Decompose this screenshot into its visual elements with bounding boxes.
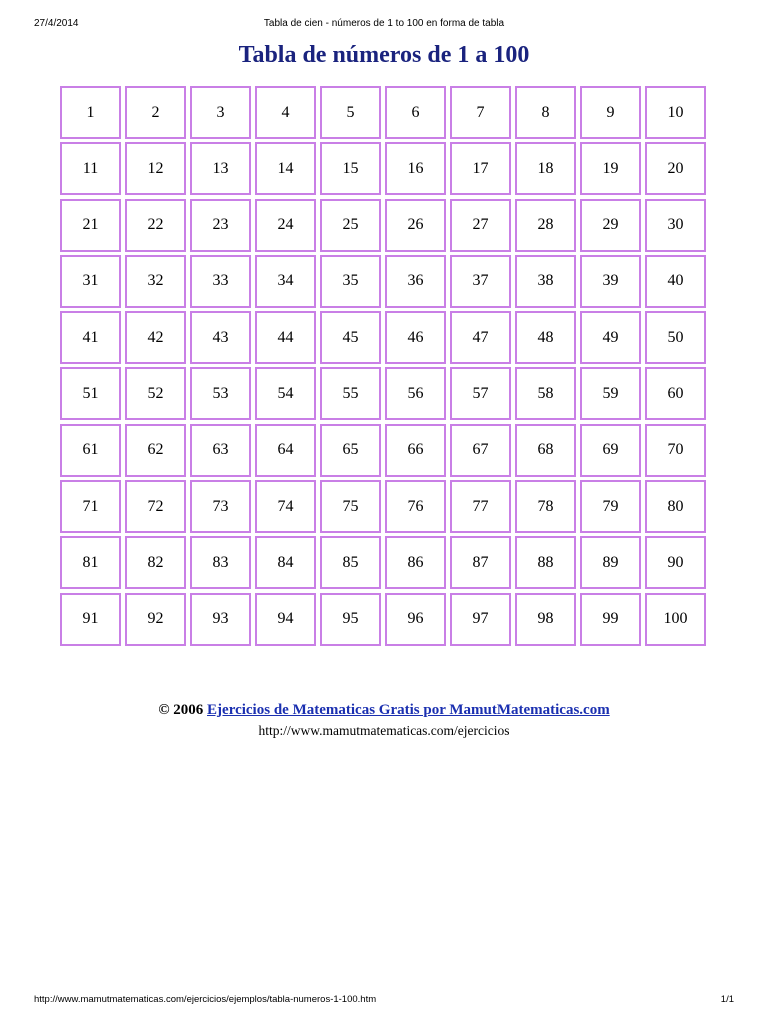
- number-cell: 78: [515, 480, 576, 533]
- number-cell: 83: [190, 536, 251, 589]
- number-cell: 2: [125, 86, 186, 139]
- number-cell: 77: [450, 480, 511, 533]
- number-cell: 57: [450, 367, 511, 420]
- number-cell: 94: [255, 593, 316, 646]
- number-cell: 97: [450, 593, 511, 646]
- number-cell: 90: [645, 536, 706, 589]
- number-cell: 42: [125, 311, 186, 364]
- number-cell: 7: [450, 86, 511, 139]
- number-cell: 26: [385, 199, 446, 252]
- number-cell: 84: [255, 536, 316, 589]
- number-cell: 3: [190, 86, 251, 139]
- number-cell: 54: [255, 367, 316, 420]
- number-cell: 13: [190, 142, 251, 195]
- number-cell: 69: [580, 424, 641, 477]
- number-cell: 91: [60, 593, 121, 646]
- number-cell: 25: [320, 199, 381, 252]
- number-cell: 30: [645, 199, 706, 252]
- number-cell: 41: [60, 311, 121, 364]
- number-cell: 18: [515, 142, 576, 195]
- number-cell: 88: [515, 536, 576, 589]
- number-cell: 22: [125, 199, 186, 252]
- number-cell: 39: [580, 255, 641, 308]
- number-cell: 74: [255, 480, 316, 533]
- number-cell: 89: [580, 536, 641, 589]
- number-cell: 17: [450, 142, 511, 195]
- number-cell: 49: [580, 311, 641, 364]
- number-cell: 40: [645, 255, 706, 308]
- number-cell: 60: [645, 367, 706, 420]
- number-cell: 68: [515, 424, 576, 477]
- number-cell: 6: [385, 86, 446, 139]
- number-cell: 45: [320, 311, 381, 364]
- number-cell: 15: [320, 142, 381, 195]
- print-footer-url: http://www.mamutmatematicas.com/ejercicios/ejemplos/tabla-numeros-1-100.htm: [34, 994, 377, 1005]
- print-date: 27/4/2014: [34, 18, 79, 29]
- number-cell: 87: [450, 536, 511, 589]
- page-number: 1/1: [720, 994, 734, 1005]
- number-cell: 50: [645, 311, 706, 364]
- number-cell: 59: [580, 367, 641, 420]
- number-cell: 86: [385, 536, 446, 589]
- print-header-title: Tabla de cien - números de 1 to 100 en forma de tabla: [263, 18, 505, 29]
- number-cell: 31: [60, 255, 121, 308]
- number-cell: 63: [190, 424, 251, 477]
- number-grid: [60, 86, 706, 646]
- number-cell: 80: [645, 480, 706, 533]
- number-cell: 9: [580, 86, 641, 139]
- number-cell: 52: [125, 367, 186, 420]
- number-cell: 72: [125, 480, 186, 533]
- number-cell: 37: [450, 255, 511, 308]
- copyright-line: [0, 702, 768, 719]
- number-cell: 1: [60, 86, 121, 139]
- number-cell: 61: [60, 424, 121, 477]
- site-url: http://www.mamutmatematicas.com/ejercicios: [258, 723, 510, 738]
- number-cell: 65: [320, 424, 381, 477]
- number-cell: 56: [385, 367, 446, 420]
- number-cell: 75: [320, 480, 381, 533]
- number-cell: 48: [515, 311, 576, 364]
- number-cell: 82: [125, 536, 186, 589]
- mamut-link[interactable]: Ejercicios de Matematicas Gratis por MamutMatematicas.com: [207, 702, 610, 718]
- number-cell: 95: [320, 593, 381, 646]
- number-cell: 92: [125, 593, 186, 646]
- number-cell: 29: [580, 199, 641, 252]
- number-cell: 21: [60, 199, 121, 252]
- number-cell: 43: [190, 311, 251, 364]
- number-cell: 100: [645, 593, 706, 646]
- number-cell: 81: [60, 536, 121, 589]
- number-cell: 70: [645, 424, 706, 477]
- number-cell: 8: [515, 86, 576, 139]
- number-cell: 34: [255, 255, 316, 308]
- number-cell: 64: [255, 424, 316, 477]
- number-cell: 24: [255, 199, 316, 252]
- number-cell: 51: [60, 367, 121, 420]
- number-cell: 67: [450, 424, 511, 477]
- number-cell: 79: [580, 480, 641, 533]
- number-cell: 27: [450, 199, 511, 252]
- number-cell: 14: [255, 142, 316, 195]
- number-cell: 99: [580, 593, 641, 646]
- number-cell: 55: [320, 367, 381, 420]
- copyright-prefix: © 2006: [158, 702, 204, 718]
- number-cell: 5: [320, 86, 381, 139]
- number-cell: 71: [60, 480, 121, 533]
- number-cell: 16: [385, 142, 446, 195]
- number-cell: 33: [190, 255, 251, 308]
- number-cell: 44: [255, 311, 316, 364]
- number-cell: 98: [515, 593, 576, 646]
- number-cell: 32: [125, 255, 186, 308]
- number-cell: 35: [320, 255, 381, 308]
- number-cell: 11: [60, 142, 121, 195]
- number-cell: 38: [515, 255, 576, 308]
- number-cell: 28: [515, 199, 576, 252]
- number-cell: 46: [385, 311, 446, 364]
- number-cell: 10: [645, 86, 706, 139]
- number-cell: 19: [580, 142, 641, 195]
- number-cell: 20: [645, 142, 706, 195]
- number-cell: 23: [190, 199, 251, 252]
- number-cell: 73: [190, 480, 251, 533]
- number-cell: 96: [385, 593, 446, 646]
- number-cell: 4: [255, 86, 316, 139]
- number-cell: 62: [125, 424, 186, 477]
- number-cell: 93: [190, 593, 251, 646]
- number-cell: 12: [125, 142, 186, 195]
- number-cell: 76: [385, 480, 446, 533]
- number-cell: 66: [385, 424, 446, 477]
- number-cell: 85: [320, 536, 381, 589]
- number-cell: 58: [515, 367, 576, 420]
- number-cell: 53: [190, 367, 251, 420]
- number-cell: 47: [450, 311, 511, 364]
- number-cell: 36: [385, 255, 446, 308]
- page-title: Tabla de números de 1 a 100: [238, 42, 530, 68]
